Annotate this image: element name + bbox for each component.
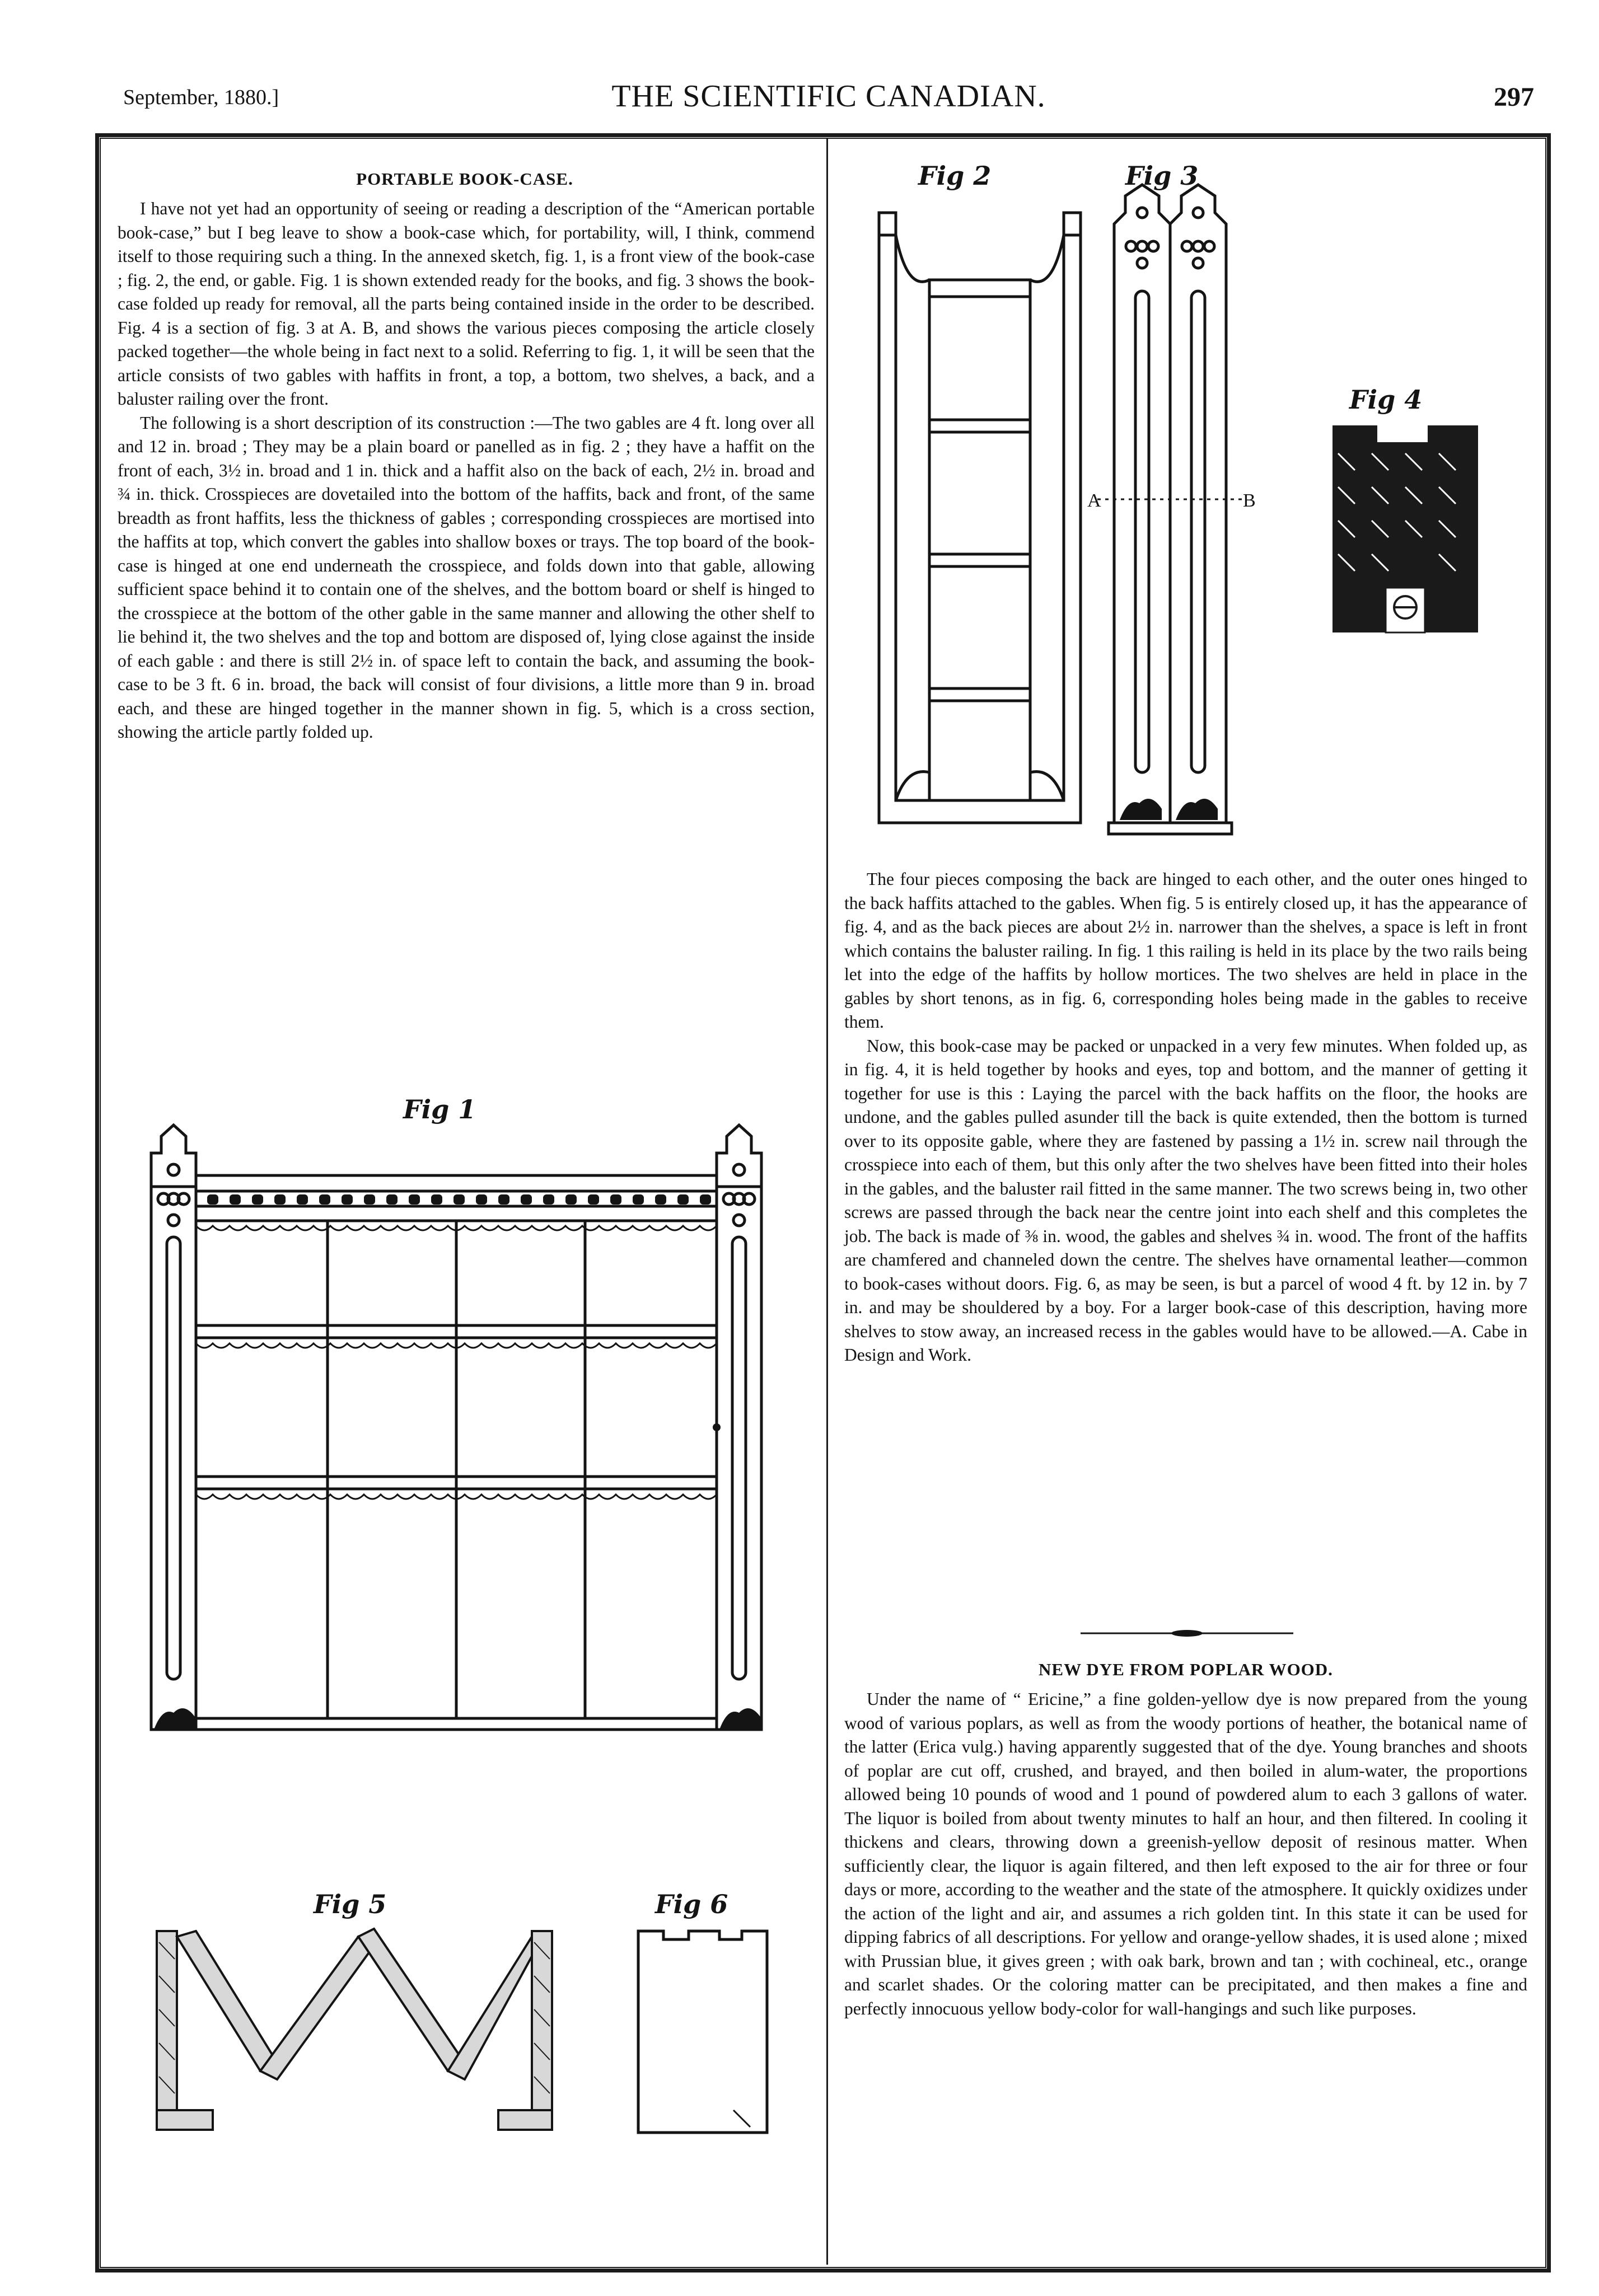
figure-2-caption: Fig 2	[918, 161, 992, 191]
section-label-b: B	[1243, 490, 1256, 511]
journal-title: THE SCIENTIFIC CANADIAN.	[611, 79, 1046, 114]
article-separator	[1081, 1630, 1293, 1637]
page-header	[123, 78, 1534, 123]
figure-5-caption: Fig 5	[314, 1889, 387, 1919]
figure-6-caption: Fig 6	[655, 1889, 728, 1919]
bookcase-article-continued	[844, 868, 1527, 1367]
article-paragraph: Under the name of “ Ericine,” a fine golden-yellow dye is now prepared from the young wood of various poplars, as well as from the woody portions of heather, the botanical name of the latter (Erica vulg.) having apparently suggested that of the dye. Young branches and shoots of poplar are cut off, crushed, and brayed, and then boiled in alum-water, the proportions allowed being 10 pounds of wood and 1 pound of powdered alum to each 3 gallons of water. The liquor is boiled from about twenty minutes to half an hour, and then filtered. In cooling it thickens and clears, throwing down a greenish-yellow deposit of resinous matter. When sufficiently clear, the liquor is again filtered, and then left exposed to the air for three or four days or more, according to the weather and the state of the atmosphere. It quickly oxidizes under the action of the light and air, and assumes a rich golden tint. In this state it can be used for dipping fabrics of all descriptions. For yellow and orange-yellow shades, it is used alone ; mixed with Prussian blue, it gives green ; with oak bark, brown and tan ; with cochineal, etc., orange and scarlet shades. Or the coloring matter can be precipitated, and then makes a fine and perfectly innocuous yellow body-color for wall-hangings and such like purposes.	[844, 1689, 1527, 2018]
figure-1-bookcase-front	[129, 1091, 823, 1780]
figure-2-gable-end	[851, 151, 1109, 845]
issue-date: September, 1880.]	[123, 86, 279, 109]
article-paragraph: I have not yet had an opportunity of seeing or reading a description of the “American portable book-case,” but I beg leave to show a book-case which, for portability, will, I think, commend itself to those requiring such a thing. In the annexed sketch, fig. 1, is a front view of the book-case ; fig. 2, the end, or gable. Fig. 1 is shown extended ready for the books, and fig. 3 shows the book-case folded up ready for removal, all the parts being contained inside in the order to be described. Fig. 4 is a section of fig. 3 at A. B, and shows the various pieces composing the article closely packed together—the whole being in fact next to a solid. Referring to fig. 1, it will be seen that the article consists of two gables with haffits in front, a top, a bottom, two shelves, a back, and a baluster railing over the front.	[118, 199, 815, 409]
figure-3-folded-bookcase	[1087, 151, 1327, 845]
article-title-bookcase: PORTABLE BOOK-CASE.	[356, 169, 573, 189]
section-label-a: A	[1087, 490, 1101, 511]
column-divider	[826, 138, 828, 2265]
bookcase-article-body	[118, 197, 815, 744]
figure-1-caption: Fig 1	[403, 1094, 476, 1124]
figure-3-caption: Fig 3	[1125, 161, 1199, 191]
dye-article-body	[844, 1688, 1527, 2021]
article-paragraph: The following is a short description of its construction :—The two gables are 4 ft. long over all and 12 in. broad ; They may be a plain board or panelled as in fig. 2 ; they have a haffit on the front of each, 3½ in. broad and 1 in. thick and a haffit also on the back of each, 2½ in. broad and ¾ in. thick. Crosspieces are dovetailed into the bottom of the haffits, back and front, of the same breadth as front haffits, less the thickness of gables ; corresponding crosspieces are mortised into the haffits at top, which convert the gables into shallow boxes or trays. The top board of the book-case is hinged at one end underneath the crosspiece, and folds down into that gable, allowing sufficient space behind it to contain one of the shelves, and the bottom board or shelf is hinged to the crosspiece at the bottom of the other gable in the same manner and allowing the other shelf to lie behind it, the two shelves and the top and bottom are disposed of, lying close against the inside of each gable : and there is still 2½ in. of space left to contain the back, and assuming the book-case to be 3 ft. 6 in. broad, the back will consist of four divisions, a little more than 9 in. broad each, and these are hinged together in the manner shown in fig. 5, which is a cross section, showing the article partly folded up.	[118, 413, 815, 742]
figure-4-packed-section	[1321, 381, 1523, 644]
figure-6-gable-tenons	[621, 1886, 812, 2149]
figure-5-cross-section	[151, 1886, 565, 2149]
article-paragraph: The four pieces composing the back are hinged to each other, and the outer ones hinged to the back haffits attached to the gables. When fig. 5 is entirely closed up, it has the appearance of fig. 4, and as the back pieces are about 2½ in. narrower than the shelves, a space is left in front which contains the baluster railing. In fig. 1 this railing is held in its place by the two rails being let into the edge of the haffits by hollow mortices. The two shelves are held in place in the gables by short tenons, as in fig. 6, corresponding holes being made in the gables to receive them.	[844, 869, 1527, 1032]
article-title-dye: NEW DYE FROM POPLAR WOOD.	[1039, 1660, 1333, 1679]
article-paragraph: Now, this book-case may be packed or unpacked in a very few minutes. When folded up, as in fig. 4, it is held together by hooks and eyes, top and bottom, and the manner of getting it together for use is this : Laying the parcel with the back haffits on the floor, the hooks are undone, and the gables pulled asunder till the back is quite extended, then the bottom is turned over to its opposite gable, where they are fastened by passing a 1½ in. screw nail through the crosspiece into each of them, but this only after the two shelves have been fitted into their holes in the gables, and the baluster rail fitted in the same manner. The two screws being in, two other screws are passed through the back near the centre joint into each shelf and this completes the job. The back is made of ⅜ in. wood, the gables and shelves ¾ in. wood. The front of the haffits are chamfered and channeled down the centre. The shelves have ornamental leather—common to book-cases without doors. Fig. 6, as may be seen, is but a parcel of wood 4 ft. by 12 in. by 7 in. and may be shouldered by a boy. For a larger book-case of this description, having more shelves to stow away, an increased recess in the gables would have to be allowed.—A. Cabe in Design and Work.	[844, 1035, 1527, 1365]
page-number: 297	[1494, 82, 1534, 112]
figure-4-caption: Fig 4	[1349, 385, 1423, 415]
